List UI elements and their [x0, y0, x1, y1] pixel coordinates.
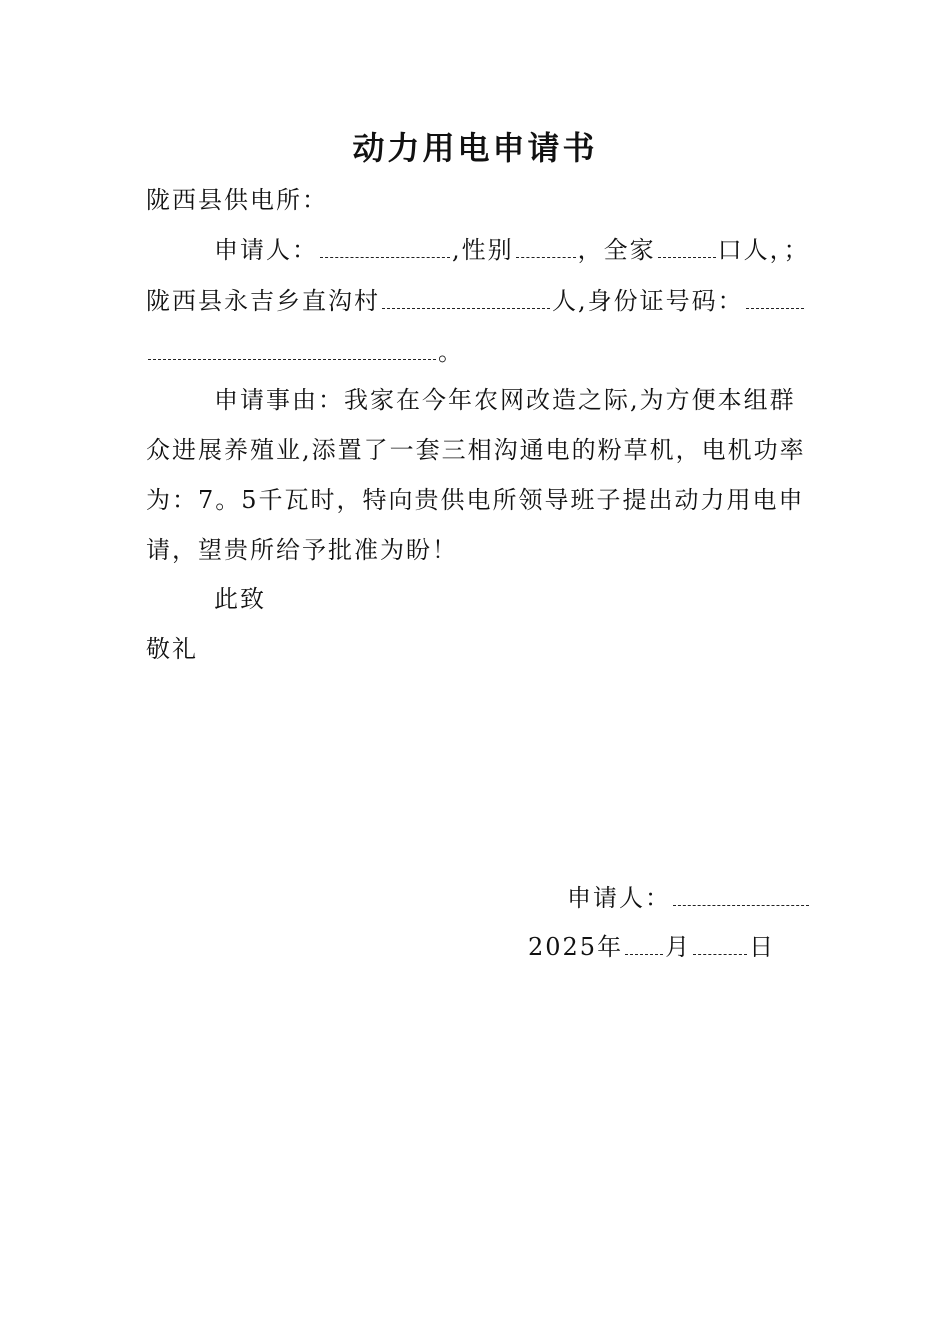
closing-salutation: 此致 — [214, 585, 266, 613]
signature-line — [567, 882, 811, 914]
id-number-blank-continued — [148, 337, 436, 360]
month-blank — [625, 932, 663, 955]
closing-regards: 敬礼 — [146, 635, 198, 663]
period: 。 — [438, 338, 464, 366]
addressee: 陇西县供电所： — [146, 186, 328, 214]
applicant-line — [214, 234, 810, 266]
signature-blank — [673, 883, 809, 906]
reason-line-3: 为：7。5千瓦时，特向贵供电所领导班子提出动力用电申 — [146, 486, 805, 514]
id-continuation-line — [146, 336, 464, 368]
date-year: 2025年 — [528, 933, 624, 961]
reason-line-2: 众进展养殖业,添置了一套三相沟通电的粉草机，电机功率 — [146, 436, 806, 464]
signature-label: 申请人： — [567, 884, 671, 912]
gender-label: ,性别 — [452, 236, 514, 264]
family-count-blank — [658, 235, 716, 258]
document-title: 动力用电申请书 — [352, 129, 598, 167]
reason-line-4: 请，望贵所给予批准为盼！ — [146, 536, 458, 564]
applicant-name-blank — [320, 235, 450, 258]
family-label: ，全家 — [577, 236, 656, 264]
id-label: 人,身份证号码： — [552, 287, 744, 315]
village-group-blank — [382, 286, 550, 309]
persons-label: 口人，； — [717, 236, 810, 264]
date-day-label: 日 — [749, 933, 776, 961]
applicant-label: 申请人： — [214, 236, 318, 264]
day-blank — [693, 932, 747, 955]
id-number-blank — [746, 286, 804, 309]
address-line — [146, 285, 806, 317]
date-line — [528, 931, 775, 963]
date-month-label: 月 — [665, 933, 692, 961]
reason-line-1: 申请事由：我家在今年农网改造之际,为方便本组群 — [214, 386, 796, 414]
gender-blank — [516, 235, 576, 258]
address-text: 陇西县永吉乡直沟村 — [146, 287, 380, 315]
